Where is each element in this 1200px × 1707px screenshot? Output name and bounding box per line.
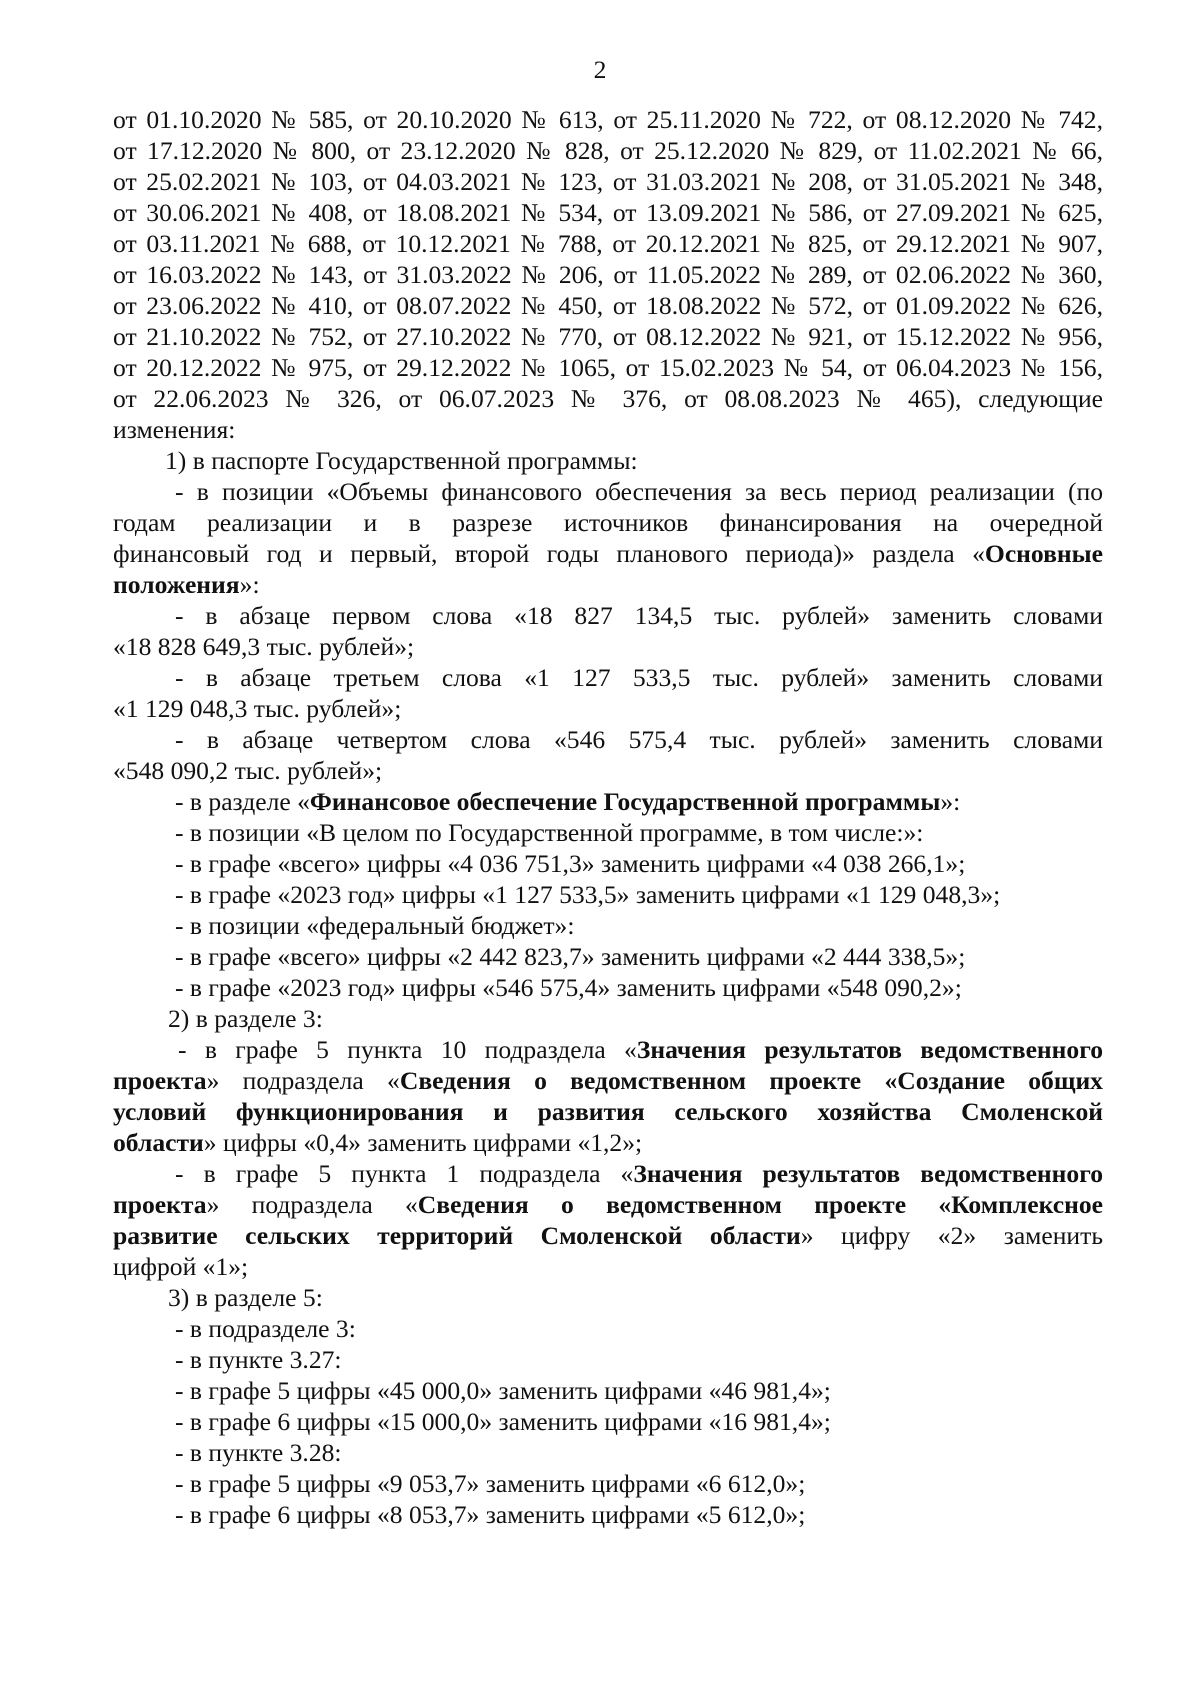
text-line: от 22.06.2023 № 326, от 06.07.2023 № 376, от 08.08.2023 № 465), следующие (113, 384, 1103, 413)
text-line: от 23.06.2022 № 410, от 08.07.2022 № 450, от 18.08.2022 № 572, от 01.09.2022 № 626, (113, 291, 1103, 320)
text-line: - в графе 5 цифры «9 053,7» заменить цифрами «6 612,0»; (175, 1469, 806, 1498)
text-line: - в графе «2023 год» цифры «1 127 533,5» заменить цифрами «1 129 048,3»; (175, 880, 1001, 909)
text-line: от 16.03.2022 № 143, от 31.03.2022 № 206, от 11.05.2022 № 289, от 02.06.2022 № 360, (113, 260, 1103, 289)
text-line: - в позиции «В целом по Государственной программе, в том числе:»: (175, 818, 924, 847)
text-line: «1 129 048,3 тыс. рублей»; (113, 694, 402, 723)
text-line: - в графе 5 пункта 1 подраздела «Значения результатов ведомственного (175, 1159, 1103, 1188)
text-line: от 17.12.2020 № 800, от 23.12.2020 № 828, от 25.12.2020 № 829, от 11.02.2021 № 66, (113, 136, 1103, 165)
text-line: - в разделе «Финансовое обеспечение Государственной программы»: (175, 787, 961, 816)
text-line: от 25.02.2021 № 103, от 04.03.2021 № 123, от 31.03.2021 № 208, от 31.05.2021 № 348, (113, 167, 1103, 196)
text-line: - в графе «всего» цифры «2 442 823,7» заменить цифрами «2 444 338,5»; (175, 942, 966, 971)
text-line: от 03.11.2021 № 688, от 10.12.2021 № 788, от 20.12.2021 № 825, от 29.12.2021 № 907, (113, 229, 1103, 258)
text-line: области» цифры «0,4» заменить цифрами «1,2»; (113, 1128, 643, 1157)
text-line: 3) в разделе 5: (168, 1283, 323, 1312)
text-line: от 21.10.2022 № 752, от 27.10.2022 № 770, от 08.12.2022 № 921, от 15.12.2022 № 956, (113, 322, 1103, 351)
text-line: от 20.12.2022 № 975, от 29.12.2022 № 1065, от 15.02.2023 № 54, от 06.04.2023 № 156, (113, 353, 1103, 382)
text-line: годам реализации и в разрезе источников финансирования на очередной (113, 508, 1103, 537)
text-line: условий функционирования и развития сельского хозяйства Смоленской (113, 1097, 1103, 1126)
text-line: - в графе 5 пункта 10 подраздела «Значения результатов ведомственного (178, 1035, 1104, 1064)
text-line: - в графе «2023 год» цифры «546 575,4» заменить цифрами «548 090,2»; (175, 973, 962, 1002)
text-line: - в позиции «Объемы финансового обеспечения за весь период реализации (по (175, 477, 1103, 506)
text-line: 1) в паспорте Государственной программы: (165, 446, 638, 475)
text-line: - в абзаце четвертом слова «546 575,4 тыс. рублей» заменить словами (175, 725, 1103, 754)
text-line: проекта» подраздела «Сведения о ведомственном проекте «Комплексное (113, 1190, 1103, 1219)
page-number: 2 (593, 55, 607, 84)
text-line: - в графе 6 цифры «8 053,7» заменить цифрами «5 612,0»; (175, 1500, 806, 1529)
text-line: - в пункте 3.27: (175, 1345, 342, 1374)
text-line: 2) в разделе 3: (168, 1004, 323, 1033)
text-line: цифрой «1»; (113, 1252, 249, 1281)
text-line: «548 090,2 тыс. рублей»; (113, 756, 383, 785)
text-line: «18 828 649,3 тыс. рублей»; (113, 632, 415, 661)
text-line: изменения: (113, 415, 236, 444)
text-line: - в абзаце третьем слова «1 127 533,5 тыс. рублей» заменить словами (175, 663, 1103, 692)
text-line: проекта» подраздела «Сведения о ведомственном проекте «Создание общих (113, 1066, 1103, 1095)
text-line: - в графе 5 цифры «45 000,0» заменить цифрами «46 981,4»; (175, 1376, 831, 1405)
text-line: от 01.10.2020 № 585, от 20.10.2020 № 613, от 25.11.2020 № 722, от 08.12.2020 № 742, (113, 105, 1103, 134)
text-line: - в позиции «федеральный бюджет»: (175, 911, 575, 940)
text-line: финансовый год и первый, второй годы планового периода)» раздела «Основные (113, 539, 1103, 568)
text-line: - в абзаце первом слова «18 827 134,5 тыс. рублей» заменить словами (175, 601, 1103, 630)
text-line: положения»: (113, 570, 260, 599)
text-line: - в графе 6 цифры «15 000,0» заменить цифрами «16 981,4»; (175, 1407, 831, 1436)
text-line: - в пункте 3.28: (175, 1438, 342, 1467)
text-line: от 30.06.2021 № 408, от 18.08.2021 № 534, от 13.09.2021 № 586, от 27.09.2021 № 625, (113, 198, 1103, 227)
text-line: - в графе «всего» цифры «4 036 751,3» заменить цифрами «4 038 266,1»; (175, 849, 966, 878)
text-line: развитие сельских территорий Смоленской области» цифру «2» заменить (113, 1221, 1103, 1250)
text-line: - в подразделе 3: (175, 1314, 356, 1343)
